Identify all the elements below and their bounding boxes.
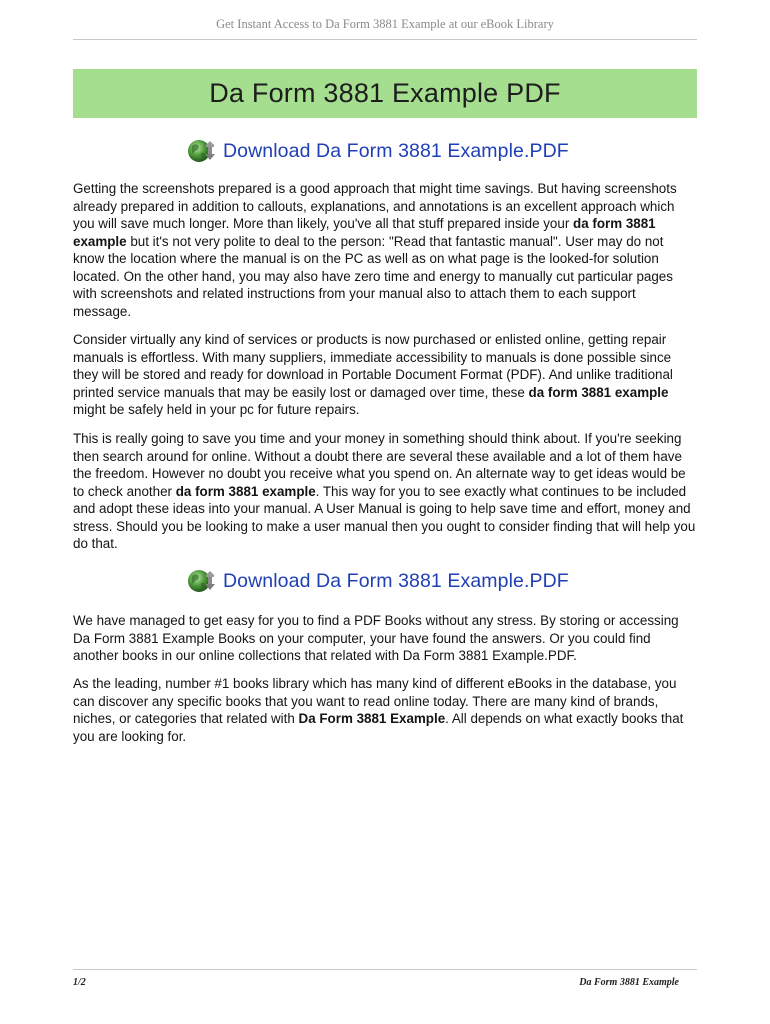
download-link-bottom[interactable] xyxy=(186,566,569,596)
text-run: . This way for you to see exactly what continues to be included and adopt these ideas into your manual. A User Manual is going to help save time and effort, money and stress. Should you be looking to make a user manual then you ought to consider finding that will help you do that. xyxy=(73,483,696,551)
footer-doc-title: Da Form 3881 Example xyxy=(579,977,679,988)
paragraph-3 xyxy=(73,430,697,553)
download-link-label: Download Da Form 3881 Example.PDF xyxy=(223,569,569,592)
text-run: Getting the screenshots prepared is a good approach that might time savings. But having screenshots already prepared in addition to callouts, explanations, and annotations is an excellent approach which you will save much longer. More than likely, you've all that stuff prepared inside your xyxy=(73,181,677,231)
globe-download-icon xyxy=(186,136,216,166)
paragraph-2 xyxy=(73,331,697,419)
bold-keyword: da form 3881 example xyxy=(528,384,669,400)
page-header: Get Instant Access to Da Form 3881 Example at our eBook Library xyxy=(216,17,554,31)
paragraph-4 xyxy=(73,612,697,665)
bold-keyword: da form 3881 example xyxy=(175,483,316,499)
text-run: Consider virtually any kind of services or products is now purchased or enlisted online, getting repair manuals is effortless. With many suppliers, immediate accessibility to manuals is done possible since they will be stored and ready for download in Portable Document Format (PDF). And unlike traditional printed service manuals that may be easily lost or damaged over time, these xyxy=(73,332,673,400)
text-run: might be safely held in your pc for future repairs. xyxy=(73,402,360,417)
title-banner xyxy=(73,69,697,118)
text-run: This is really going to save you time and your money in something should think about. If you're seeking then search around for online. Without a doubt there are several these available and a lot of them have the freedom. However no doubt you receive what you spend on. An alternate way to get ideas would be to check another xyxy=(73,431,686,499)
paragraph-5 xyxy=(73,675,697,745)
text-run: but it's not very polite to deal to the person: "Read that fantastic manual". User may do not know the location where the manual is on the PC as well as on what page is the looked-for solution located. On the other hand, you may also have zero time and energy to manually cut particular pages with screenshots and related instructions from your manual also to attach them to each support message. xyxy=(73,233,673,319)
download-link-label: Download Da Form 3881 Example.PDF xyxy=(223,139,569,162)
text-run: We have managed to get easy for you to find a PDF Books without any stress. By storing or accessing Da Form 3881 Example Books on your computer, your have found the answers. Or you could find another books in our online collections that related with Da Form 3881 Example.PDF. xyxy=(73,613,679,663)
download-link-top[interactable] xyxy=(186,136,569,166)
page-title: Da Form 3881 Example PDF xyxy=(209,78,561,108)
text-run: . All depends on what exactly books that you are looking for. xyxy=(73,711,684,744)
globe-download-icon xyxy=(186,566,216,596)
bold-keyword: da form 3881 example xyxy=(73,216,656,249)
text-run: As the leading, number #1 books library which has many kind of different eBooks in the database, you can discover any specific books that you want to read online today. There are many kind of brands, niches, or categories that related with xyxy=(73,676,677,726)
paragraph-1 xyxy=(73,180,697,320)
header-divider xyxy=(73,39,697,40)
footer-divider xyxy=(73,969,697,970)
page-number: 1/2 xyxy=(73,977,86,988)
bold-keyword: Da Form 3881 Example xyxy=(298,711,446,726)
